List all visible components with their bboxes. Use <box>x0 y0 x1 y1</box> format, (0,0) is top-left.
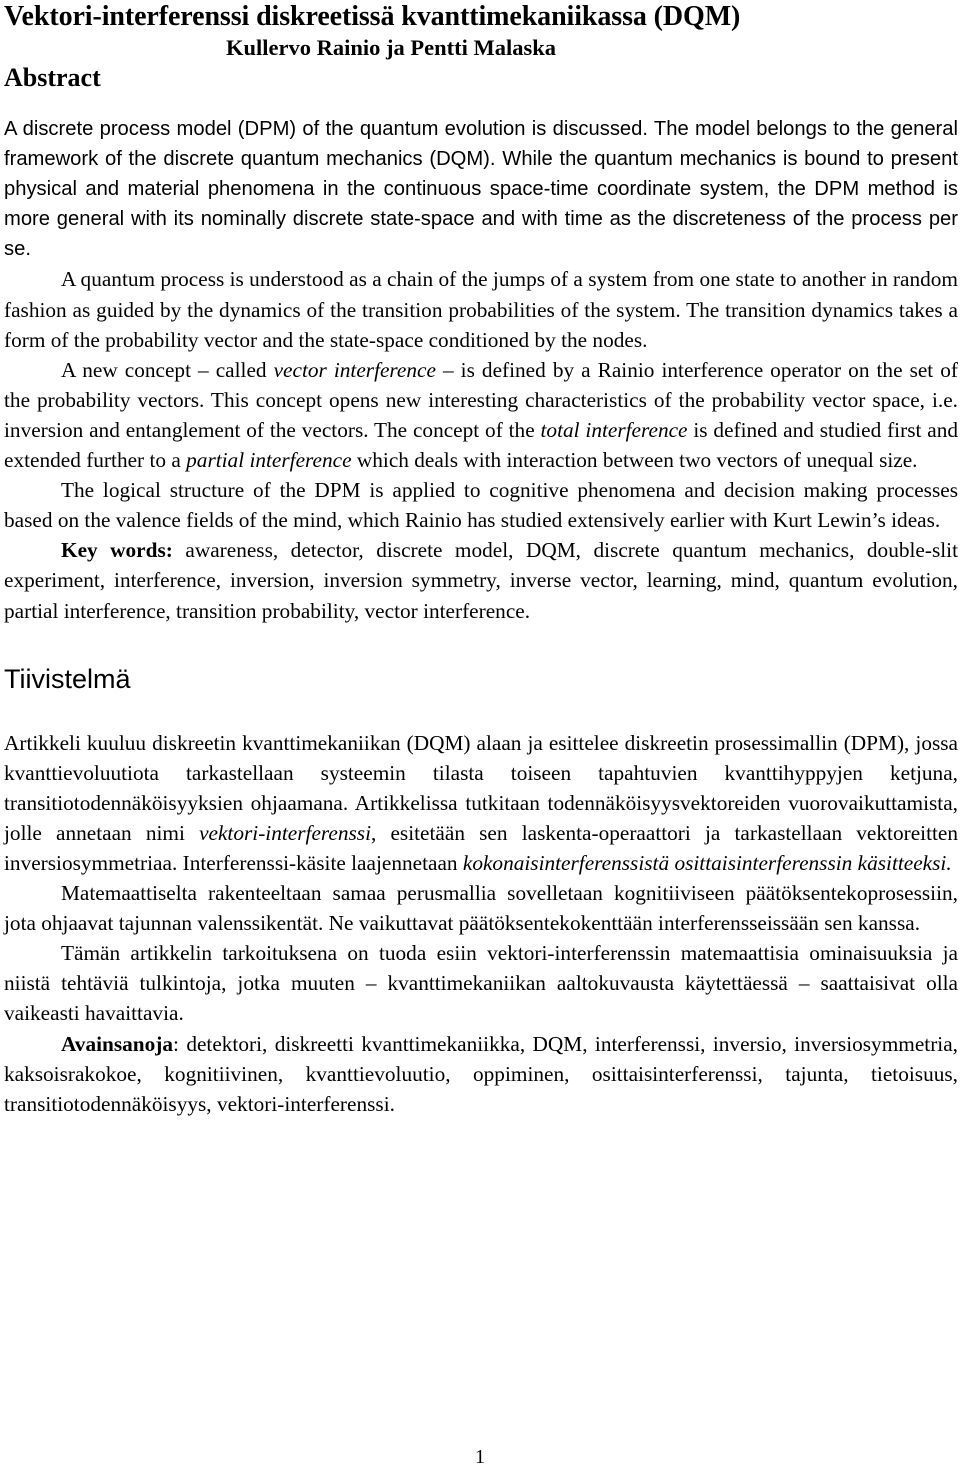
avainsanoja-label: Avainsanoja <box>61 1031 174 1056</box>
tiivistelma-paragraph-2: Matemaattiselta rakenteeltaan samaa perusmallia sovelletaan kognitiiviseen päätöksentekoprosessiin, jota ohjaavat tajunnan valenssikentät. Ne vaikuttavat päätöksentekokenttään interferensseissään sen kanssa. <box>4 881 958 936</box>
tiivistelma-keywords <box>4 1029 958 1119</box>
term-vector-interference: vector interference <box>273 357 436 382</box>
abstract-keywords <box>4 535 958 625</box>
paper-authors: Kullervo Rainio ja Pentti Malaska <box>226 35 556 60</box>
tiivistelma-paragraph-3: Tämän artikkelin tarkoituksena on tuoda esiin vektori-interferenssin matemaattisia ominaisuuksia ja niistä tehtäviä tulkintoja, jotka muuten – kvanttimekaniikan aaltokuvausta käytettäessä – saattaisivat olla vaikeasti havaittavia. <box>4 941 958 1026</box>
tiivistelma-p1-part-a: Artikkeli kuuluu diskreetin kvanttimekaniikan (DQM) alaan ja esittelee diskreetin prosessimallin (DPM), jossa kvanttievoluutiota tarkastellaan systeemin tilasta toiseen tapahtuvien kvanttihyppyjen ketjuna, transitiotodennäköisyyksien ohjaamana. Artikkelissa tutkitaan todennäköisyysvektoreiden vuorovaikuttamista, jolle annetaan nimi <box>4 730 958 845</box>
tiivistelma-heading: Tiivistelmä <box>4 663 131 694</box>
abstract-p1-sentence-2: While the quantum mechanics is bound to present physical and material phenomena in the continuous space-time coordinate system, the DPM method is more general with its nominally discrete state-space and with time as the discreteness of the process per se. <box>4 148 958 261</box>
keywords-list: awareness, detector, discrete model, DQM, discrete quantum mechanics, double-slit experiment, interference, inversion, inversion symmetry, inverse vector, learning, mind, quantum evolution, partial interference, transition probability, vector interference. <box>4 538 958 623</box>
term-partial-interference: partial interference <box>186 448 352 473</box>
tiivistelma-p1-part-b: , esitetään sen laskenta-operaattori ja tarkastellaan vektoreitten inversiosymmetriaa. Interferenssi-käsite laajennetaan <box>4 820 958 875</box>
abstract-paragraph-4: The logical structure of the DPM is applied to cognitive phenomena and decision making processes based on the valence fields of the mind, which Rainio has studied extensively earlier with Kurt Lewin’s ideas. <box>4 478 958 533</box>
keywords-label: Key words: <box>61 538 173 563</box>
abstract-paragraph-3 <box>4 355 958 475</box>
paper-page <box>4 0 958 1119</box>
term-kokonaisinterferenssi: kokonaisinterferenssistä osittaisinterferenssin käsitteeksi. <box>462 850 952 875</box>
abstract-paragraph-1 <box>4 114 958 264</box>
tiivistelma-section <box>4 728 958 1119</box>
abstract-p3-part-c: is defined and studied first and extended further to a <box>4 417 958 473</box>
abstract-heading: Abstract <box>4 63 101 92</box>
avainsanoja-list: : detektori, diskreetti kvanttimekaniikka, DQM, interferenssi, inversio, inversiosymmetria, kaksoisrakokoe, kognitiivinen, kvanttievoluutio, oppiminen, osittaisinterferenssi, tajunta, tietoisuus, transitiotodennäköisyys, vektori-interferenssi. <box>4 1031 958 1116</box>
term-total-interference: total interference <box>540 417 688 442</box>
page-number: 1 <box>475 1446 485 1468</box>
abstract-p3-part-a: A new concept – called <box>61 357 274 382</box>
paper-title: Vektori-interferenssi diskreetissä kvanttimekaniikassa (DQM) <box>4 1 741 32</box>
abstract-section <box>4 114 958 626</box>
term-vektori-interferenssi: vektori-interferenssi <box>199 820 371 845</box>
abstract-paragraph-2: A quantum process is understood as a chain of the jumps of a system from one state to another in random fashion as guided by the dynamics of the transition probabilities of the system. The transition dynamics takes a form of the probability vector and the state-space conditioned by the nodes. <box>4 267 958 352</box>
abstract-p1-sentence-1: A discrete process model (DPM) of the quantum evolution is discussed. The model belongs to the general framework of the discrete quantum mechanics (DQM). <box>4 118 958 171</box>
tiivistelma-paragraph-1 <box>4 728 958 878</box>
abstract-p3-part-b: – is defined by a Rainio interference operator on the set of the probability vectors. This concept opens new interesting characteristics of the probability vector space, i.e. inversion and entanglement of the vectors. The concept of the <box>4 357 959 442</box>
abstract-p3-part-d: which deals with interaction between two vectors of unequal size. <box>351 448 918 473</box>
